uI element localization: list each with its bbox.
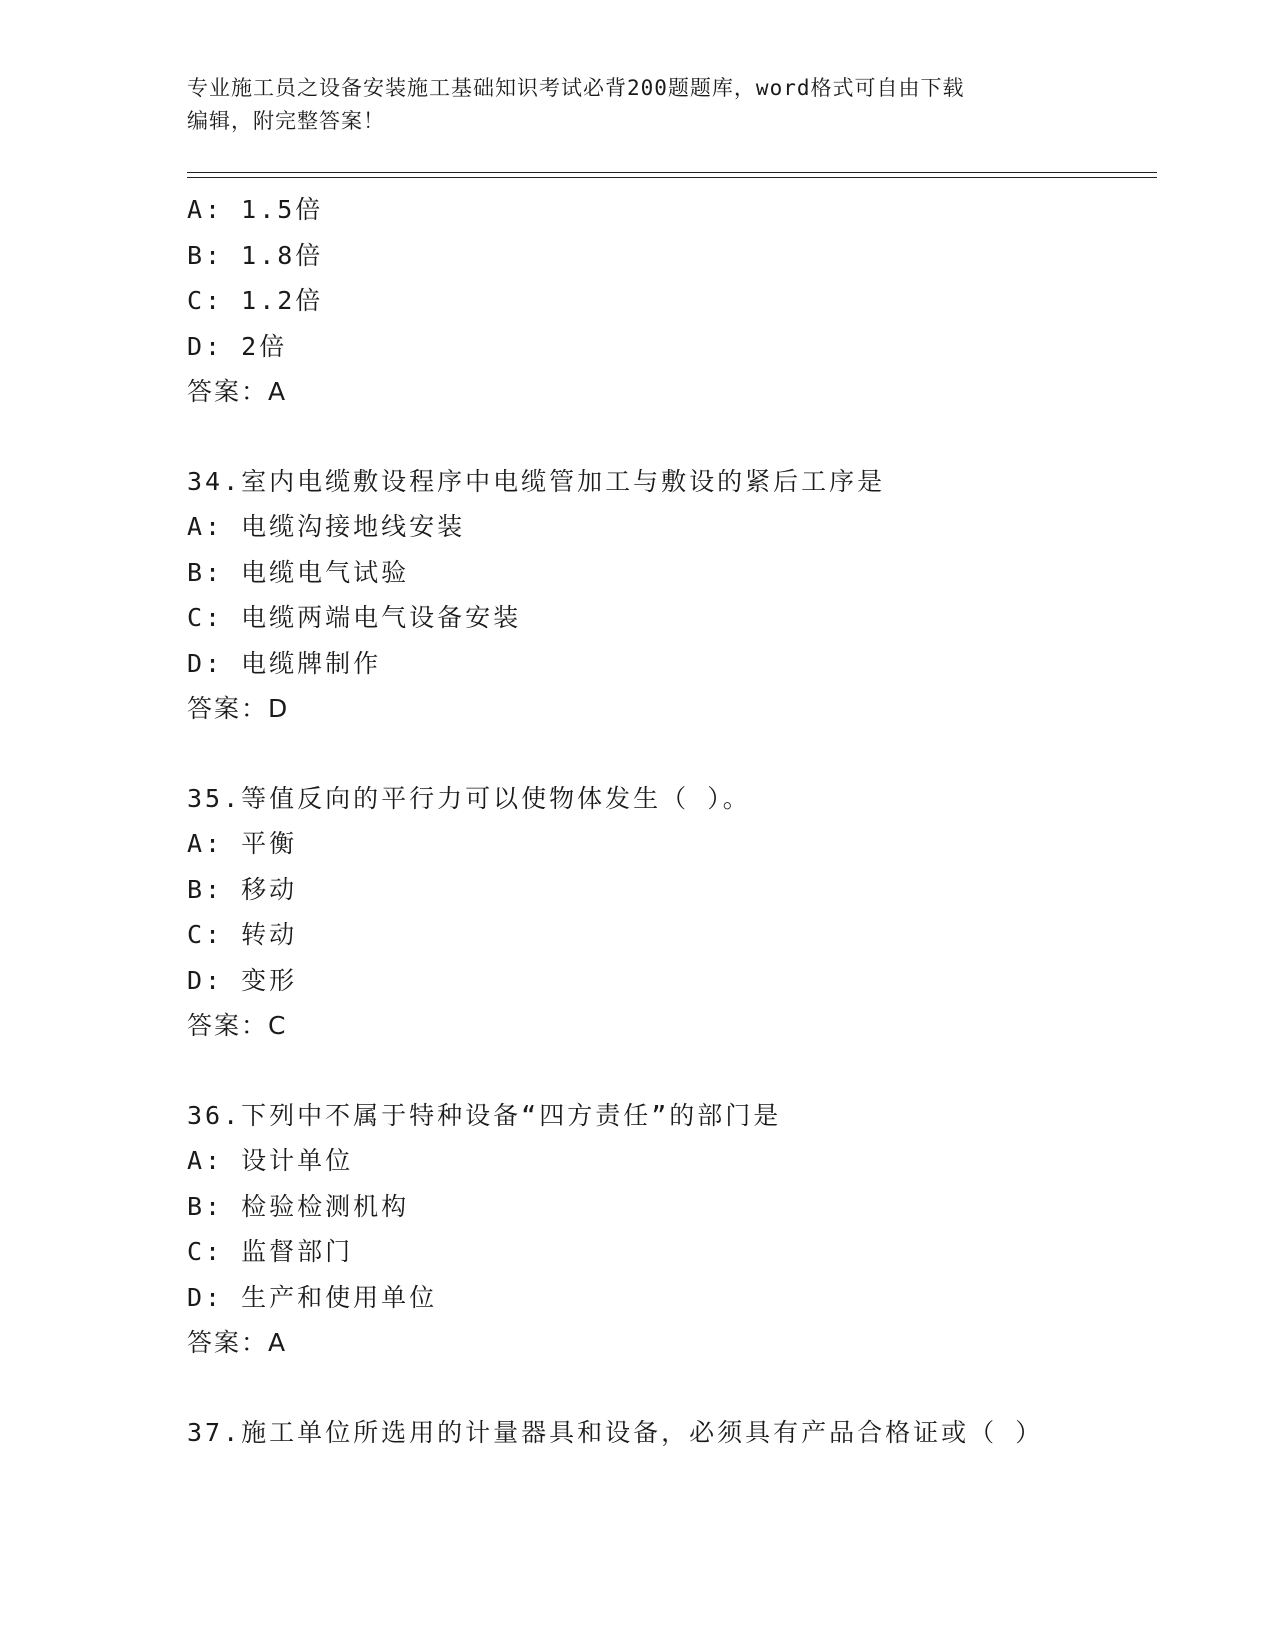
answer-line: 答案：A bbox=[187, 377, 288, 406]
option-d: D: 变形 bbox=[187, 965, 298, 995]
question-block bbox=[187, 1410, 1157, 1456]
header-line-2: 编辑，附完整答案！ bbox=[187, 109, 385, 133]
option-b: B: 电缆电气试验 bbox=[187, 557, 410, 587]
answer-line: 答案：D bbox=[187, 694, 290, 723]
header-divider-bottom bbox=[187, 177, 1157, 178]
option-b: B: 移动 bbox=[187, 874, 298, 904]
block-spacer bbox=[187, 1366, 1157, 1410]
question-block bbox=[187, 776, 1157, 1049]
question-block bbox=[187, 187, 1157, 415]
block-spacer bbox=[187, 1049, 1157, 1093]
document-header bbox=[187, 72, 1087, 138]
block-spacer bbox=[187, 415, 1157, 459]
question-block bbox=[187, 1093, 1157, 1366]
question-text: 36.下列中不属于特种设备“四方责任”的部门是 bbox=[187, 1100, 782, 1130]
option-b: B: 1.8倍 bbox=[187, 240, 324, 270]
option-c: C: 1.2倍 bbox=[187, 286, 324, 315]
option-d: D: 2倍 bbox=[187, 331, 288, 361]
option-c: C: 监督部门 bbox=[187, 1237, 354, 1266]
option-a: A: 电缆沟接地线安装 bbox=[187, 512, 466, 541]
block-spacer bbox=[187, 732, 1157, 776]
option-a: A: 平衡 bbox=[187, 829, 298, 858]
option-c: C: 转动 bbox=[187, 920, 298, 949]
header-divider-top bbox=[187, 172, 1157, 173]
question-text: 34.室内电缆敷设程序中电缆管加工与敷设的紧后工序是 bbox=[187, 466, 886, 496]
question-block bbox=[187, 459, 1157, 732]
header-line-1: 专业施工员之设备安装施工基础知识考试必背200题题库，word格式可自由下载 bbox=[187, 76, 965, 100]
option-c: C: 电缆两端电气设备安装 bbox=[187, 603, 522, 632]
option-a: A: 设计单位 bbox=[187, 1146, 354, 1175]
answer-line: 答案：A bbox=[187, 1328, 288, 1357]
question-text: 37.施工单位所选用的计量器具和设备，必须具有产品合格证或（ ） bbox=[187, 1417, 1044, 1447]
option-a: A: 1.5倍 bbox=[187, 195, 324, 224]
question-text: 35.等值反向的平行力可以使物体发生（ ）。 bbox=[187, 783, 751, 813]
option-d: D: 生产和使用单位 bbox=[187, 1282, 438, 1312]
question-list bbox=[187, 187, 1157, 1455]
answer-line: 答案：C bbox=[187, 1011, 288, 1040]
option-b: B: 检验检测机构 bbox=[187, 1191, 410, 1221]
option-d: D: 电缆牌制作 bbox=[187, 648, 382, 678]
